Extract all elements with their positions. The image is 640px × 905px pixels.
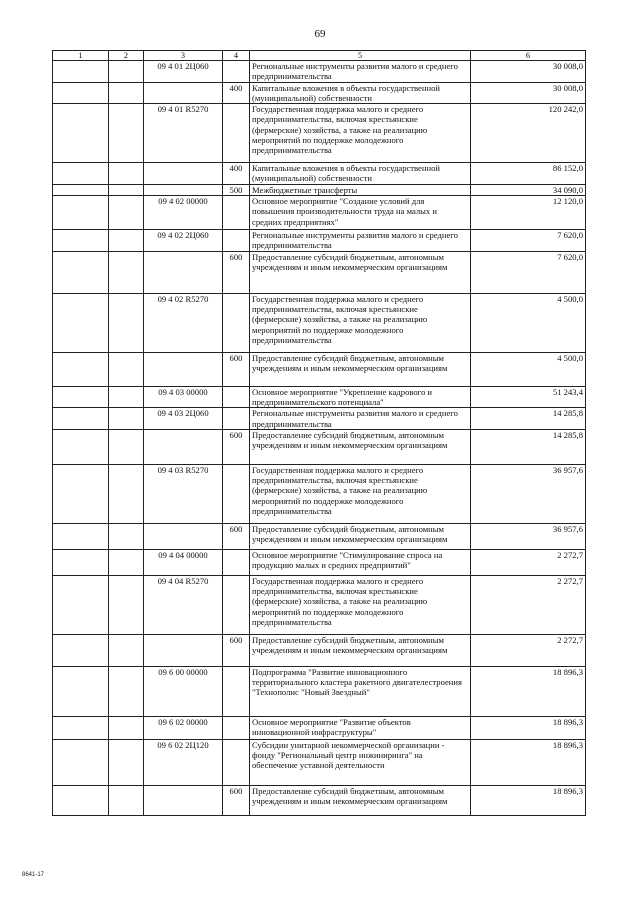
table-cell-c2	[109, 293, 144, 352]
table-cell-c3: 09 4 04 R5270	[144, 575, 223, 634]
column-header: 1	[53, 51, 109, 61]
table-cell-c2	[109, 408, 144, 430]
table-cell-c3	[144, 352, 223, 386]
table-cell-c4	[223, 666, 250, 716]
table-cell-c6: 18 896,3	[471, 666, 586, 716]
table-cell-c6: 14 285,8	[471, 429, 586, 464]
table-cell-c4	[223, 575, 250, 634]
table-cell-c3: 09 4 02 00000	[144, 196, 223, 230]
table-cell-c5: Государственная поддержка малого и среднего предпринимательства, включая крестьянские (фермерские) хозяйства, а также на реализацию мероприятий по поддержке молодежного предпринимательства	[250, 575, 471, 634]
table-cell-c2	[109, 739, 144, 785]
table-cell-c4	[223, 464, 250, 523]
table-cell-c6: 18 896,3	[471, 739, 586, 785]
table-cell-c2	[109, 634, 144, 666]
table-row	[53, 386, 586, 408]
table-cell-c4	[223, 196, 250, 230]
column-header: 2	[109, 51, 144, 61]
table-cell-c2	[109, 230, 144, 252]
table-cell-c5: Предоставление субсидий бюджетным, автономным учреждениям и иным некоммерческим организациям	[250, 634, 471, 666]
table-cell-c3: 09 4 03 2Ц060	[144, 408, 223, 430]
table-cell-c1	[53, 429, 109, 464]
table-row	[53, 666, 586, 716]
table-cell-c2	[109, 575, 144, 634]
table-cell-c1	[53, 61, 109, 83]
table-cell-c3: 09 4 01 R5270	[144, 104, 223, 163]
budget-table	[52, 50, 586, 816]
table-cell-c4	[223, 293, 250, 352]
table-cell-c5: Основное мероприятие "Укрепление кадрового и предпринимательского потенциала"	[250, 386, 471, 408]
table-cell-c5: Предоставление субсидий бюджетным, автономным учреждениям и иным некоммерческим организациям	[250, 785, 471, 815]
table-row	[53, 184, 586, 195]
table-cell-c4	[223, 716, 250, 739]
table-cell-c5: Субсидии унитарной некоммерческой организации - фонду "Региональный центр инжиниринга" на обеспечение уставной деятельности	[250, 739, 471, 785]
table-cell-c5: Государственная поддержка малого и среднего предпринимательства, включая крестьянские (фермерские) хозяйства, а также на реализацию мероприятий по поддержке молодежного предпринимательства	[250, 104, 471, 163]
table-cell-c2	[109, 549, 144, 575]
table-cell-c1	[53, 386, 109, 408]
table-cell-c4	[223, 408, 250, 430]
table-cell-c3: 09 4 02 R5270	[144, 293, 223, 352]
table-cell-c1	[53, 184, 109, 195]
table-cell-c2	[109, 82, 144, 104]
table-cell-c6: 14 285,8	[471, 408, 586, 430]
table-row	[53, 82, 586, 104]
table-cell-c6: 30 008,0	[471, 61, 586, 83]
table-cell-c4	[223, 549, 250, 575]
page-number: 69	[314, 28, 326, 40]
table-cell-c1	[53, 230, 109, 252]
table-cell-c2	[109, 464, 144, 523]
table-cell-c3: 09 4 01 2Ц060	[144, 61, 223, 83]
table-cell-c5: Капитальные вложения в объекты государственной (муниципальной) собственности	[250, 163, 471, 185]
table-cell-c3: 09 4 02 2Ц060	[144, 230, 223, 252]
table-cell-c5: Предоставление субсидий бюджетным, автономным учреждениям и иным некоммерческим организациям	[250, 429, 471, 464]
table-cell-c1	[53, 549, 109, 575]
table-cell-c4: 500	[223, 184, 250, 195]
table-cell-c3	[144, 785, 223, 815]
table-cell-c3	[144, 429, 223, 464]
footer-code: 8641-17	[22, 872, 45, 878]
table-cell-c1	[53, 634, 109, 666]
column-header: 5	[250, 51, 471, 61]
table-cell-c3: 09 6 02 00000	[144, 716, 223, 739]
table-cell-c2	[109, 716, 144, 739]
table-cell-c6: 4 500,0	[471, 352, 586, 386]
table-row	[53, 352, 586, 386]
table-cell-c4: 600	[223, 251, 250, 293]
table-cell-c5: Основное мероприятие "Стимулирование спроса на продукцию малых и средних предприятий"	[250, 549, 471, 575]
table-row	[53, 716, 586, 739]
table-cell-c4	[223, 61, 250, 83]
table-row	[53, 785, 586, 815]
column-header: 4	[223, 51, 250, 61]
table-cell-c3	[144, 163, 223, 185]
table-cell-c5: Региональные инструменты развития малого и среднего предпринимательства	[250, 61, 471, 83]
table-cell-c2	[109, 104, 144, 163]
table-cell-c1	[53, 464, 109, 523]
table-row	[53, 293, 586, 352]
table-cell-c4: 400	[223, 82, 250, 104]
table-row	[53, 61, 586, 83]
table-cell-c5: Региональные инструменты развития малого и среднего предпринимательства	[250, 230, 471, 252]
table-cell-c6: 12 120,0	[471, 196, 586, 230]
table-cell-c1	[53, 251, 109, 293]
table-row	[53, 634, 586, 666]
table-cell-c4	[223, 386, 250, 408]
table-cell-c4	[223, 230, 250, 252]
table-cell-c5: Региональные инструменты развития малого и среднего предпринимательства	[250, 408, 471, 430]
table-cell-c4: 600	[223, 634, 250, 666]
table-row	[53, 739, 586, 785]
column-header: 3	[144, 51, 223, 61]
table-cell-c1	[53, 575, 109, 634]
table-cell-c1	[53, 293, 109, 352]
table-cell-c6: 86 152,0	[471, 163, 586, 185]
table-cell-c6: 120 242,0	[471, 104, 586, 163]
table-cell-c3: 09 6 02 2Ц120	[144, 739, 223, 785]
table-cell-c1	[53, 666, 109, 716]
table-cell-c1	[53, 716, 109, 739]
table-cell-c6: 36 957,6	[471, 464, 586, 523]
table-cell-c3: 09 4 04 00000	[144, 549, 223, 575]
table-row	[53, 429, 586, 464]
column-header: 6	[471, 51, 586, 61]
table-cell-c3	[144, 523, 223, 549]
table-cell-c6: 7 620,0	[471, 251, 586, 293]
table-cell-c2	[109, 386, 144, 408]
table-row	[53, 408, 586, 430]
table-cell-c6: 34 090,0	[471, 184, 586, 195]
table-row	[53, 196, 586, 230]
table-header-row	[53, 51, 586, 61]
table-cell-c6: 30 008,0	[471, 82, 586, 104]
table-cell-c6: 2 272,7	[471, 549, 586, 575]
table-cell-c3: 09 4 03 00000	[144, 386, 223, 408]
table-cell-c2	[109, 196, 144, 230]
table-cell-c1	[53, 196, 109, 230]
table-row	[53, 464, 586, 523]
table-cell-c1	[53, 785, 109, 815]
table-cell-c6: 7 620,0	[471, 230, 586, 252]
table-cell-c2	[109, 429, 144, 464]
table-row	[53, 163, 586, 185]
table-cell-c2	[109, 666, 144, 716]
table-cell-c3	[144, 184, 223, 195]
table-cell-c3	[144, 251, 223, 293]
table-cell-c1	[53, 408, 109, 430]
table-row	[53, 575, 586, 634]
table-cell-c1	[53, 104, 109, 163]
table-cell-c6: 51 243,4	[471, 386, 586, 408]
table-cell-c5: Предоставление субсидий бюджетным, автономным учреждениям и иным некоммерческим организациям	[250, 352, 471, 386]
table-cell-c2	[109, 61, 144, 83]
table-cell-c6: 36 957,6	[471, 523, 586, 549]
table-row	[53, 230, 586, 252]
table-cell-c5: Государственная поддержка малого и среднего предпринимательства, включая крестьянские (фермерские) хозяйства, а также на реализацию мероприятий по поддержке молодежного предпринимательства	[250, 293, 471, 352]
table-cell-c4: 600	[223, 523, 250, 549]
table-row	[53, 104, 586, 163]
table-cell-c5: Основное мероприятие "Развитие объектов инновационной инфраструктуры"	[250, 716, 471, 739]
table-cell-c2	[109, 184, 144, 195]
table-cell-c1	[53, 523, 109, 549]
table-cell-c5: Основное мероприятие "Создание условий для повышения производительности труда на малых и средних предприятиях"	[250, 196, 471, 230]
table-cell-c5: Межбюджетные трансферты	[250, 184, 471, 195]
table-cell-c3: 09 4 03 R5270	[144, 464, 223, 523]
table-cell-c6: 4 500,0	[471, 293, 586, 352]
table-cell-c4: 600	[223, 429, 250, 464]
table-cell-c2	[109, 163, 144, 185]
table-cell-c6: 18 896,3	[471, 785, 586, 815]
table-cell-c4	[223, 739, 250, 785]
table-cell-c5: Подпрограмма "Развитие инновационного территориального кластера ракетного двигателестроения "Технополис "Новый Звездный"	[250, 666, 471, 716]
table-cell-c5: Предоставление субсидий бюджетным, автономным учреждениям и иным некоммерческим организациям	[250, 251, 471, 293]
table-cell-c5: Капитальные вложения в объекты государственной (муниципальной) собственности	[250, 82, 471, 104]
table-cell-c1	[53, 352, 109, 386]
table-row	[53, 549, 586, 575]
table-row	[53, 523, 586, 549]
table-cell-c3	[144, 82, 223, 104]
table-cell-c2	[109, 251, 144, 293]
table-cell-c1	[53, 82, 109, 104]
table-row	[53, 251, 586, 293]
table-cell-c4: 600	[223, 785, 250, 815]
table-cell-c4	[223, 104, 250, 163]
table-cell-c4: 600	[223, 352, 250, 386]
table-cell-c4: 400	[223, 163, 250, 185]
table-cell-c2	[109, 352, 144, 386]
table-cell-c2	[109, 785, 144, 815]
table-cell-c6: 18 896,3	[471, 716, 586, 739]
table-cell-c1	[53, 739, 109, 785]
table-cell-c6: 2 272,7	[471, 575, 586, 634]
table-cell-c2	[109, 523, 144, 549]
table-cell-c5: Предоставление субсидий бюджетным, автономным учреждениям и иным некоммерческим организациям	[250, 523, 471, 549]
table-cell-c3: 09 6 00 00000	[144, 666, 223, 716]
table-cell-c5: Государственная поддержка малого и среднего предпринимательства, включая крестьянские (фермерские) хозяйства, а также на реализацию мероприятий по поддержке молодежного предпринимательства	[250, 464, 471, 523]
table-cell-c3	[144, 634, 223, 666]
table-cell-c6: 2 272,7	[471, 634, 586, 666]
table-cell-c1	[53, 163, 109, 185]
